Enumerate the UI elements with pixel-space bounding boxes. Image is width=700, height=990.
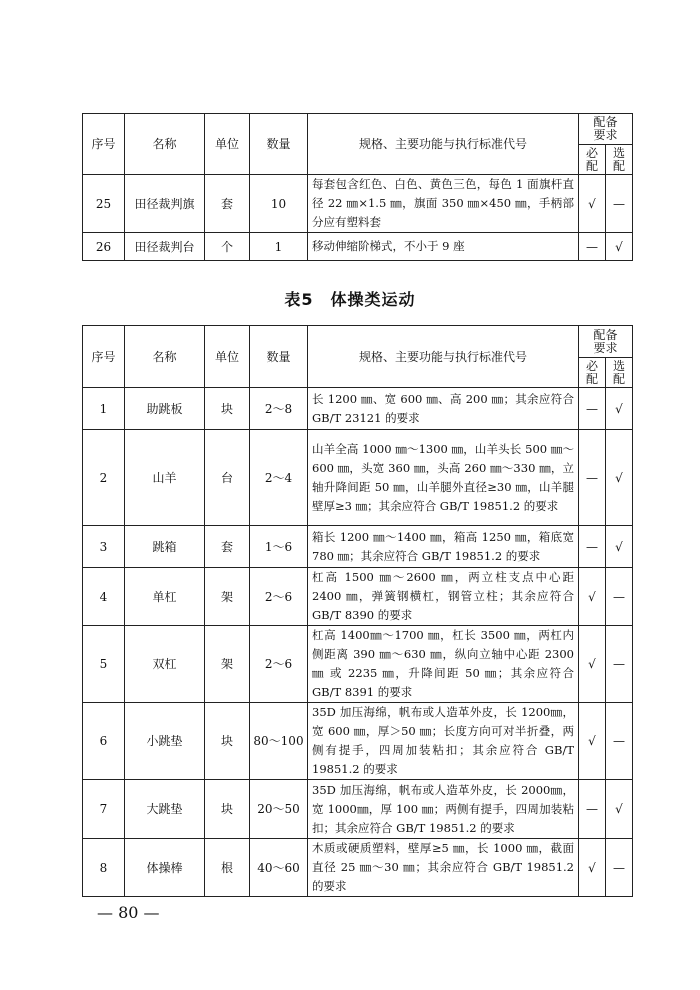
table-row [83, 233, 633, 261]
row-spec: 35D 加压海绵，帆布或人造革外皮，长 2000㎜，宽 1000㎜，厚 100 ㎜；两侧有提手，四周加装粘扣；其余应符合 GB/T 19851.2 的要求 [308, 780, 579, 839]
row-unit: 块 [205, 780, 250, 839]
row-optional: — [606, 626, 633, 703]
row-name: 田径裁判台 [125, 233, 205, 261]
row-no: 1 [83, 388, 125, 430]
row-optional: √ [606, 388, 633, 430]
row-required: √ [579, 839, 606, 897]
row-qty: 10 [250, 175, 308, 233]
row-no: 7 [83, 780, 125, 839]
row-required: √ [579, 568, 606, 626]
row-optional: √ [606, 780, 633, 839]
row-optional: √ [606, 233, 633, 261]
row-unit: 块 [205, 703, 250, 780]
row-spec: 箱长 1200 ㎜～1400 ㎜，箱高 1250 ㎜，箱底宽 780 ㎜；其余应符合 GB/T 19851.2 的要求 [308, 526, 579, 568]
table-row [83, 626, 633, 703]
row-spec: 35D 加压海绵，帆布或人造革外皮，长 1200㎜，宽 600 ㎜，厚＞50 ㎜；长度方向可对半折叠，两侧有提手，四周加装粘扣；其余应符合 GB/T 19851.2 的要求 [308, 703, 579, 780]
table-row [83, 839, 633, 897]
row-qty: 1 [250, 233, 308, 261]
header-no: 序号 [83, 326, 125, 388]
row-required: — [579, 388, 606, 430]
table-title: 表5 体操类运动 [284, 290, 416, 309]
row-spec: 杠高 1500 ㎜～2600 ㎜，两立柱支点中心距 2400 ㎜，弹簧钢横杠，钢管立柱；其余应符合 GB/T 8390 的要求 [308, 568, 579, 626]
row-unit: 个 [205, 233, 250, 261]
row-qty: 2～4 [250, 430, 308, 526]
row-name: 田径裁判旗 [125, 175, 205, 233]
row-unit: 块 [205, 388, 250, 430]
row-spec: 山羊全高 1000 ㎜～1300 ㎜，山羊头长 500 ㎜～600 ㎜，头宽 360 ㎜，头高 260 ㎜～330 ㎜，立轴升降间距 50 ㎜，山羊腿外直径≥30 ㎜，山羊腿壁厚≥3 ㎜；其余应符合 GB/T 19851.2 的要求 [308, 430, 579, 526]
row-no: 25 [83, 175, 125, 233]
row-spec: 长 1200 ㎜、宽 600 ㎜、高 200 ㎜；其余应符合 GB/T 23121 的要求 [308, 388, 579, 430]
header-spec: 规格、主要功能与执行标准代号 [308, 114, 579, 175]
row-required: — [579, 780, 606, 839]
row-unit: 根 [205, 839, 250, 897]
row-name: 大跳垫 [125, 780, 205, 839]
row-name: 双杠 [125, 626, 205, 703]
row-required: √ [579, 703, 606, 780]
row-no: 3 [83, 526, 125, 568]
header-unit: 单位 [205, 326, 250, 388]
row-name: 山羊 [125, 430, 205, 526]
row-qty: 40～60 [250, 839, 308, 897]
row-no: 26 [83, 233, 125, 261]
row-no: 2 [83, 430, 125, 526]
page-number: — 80 — [97, 903, 160, 922]
row-required: — [579, 233, 606, 261]
row-qty: 80～100 [250, 703, 308, 780]
row-no: 8 [83, 839, 125, 897]
header-no: 序号 [83, 114, 125, 175]
row-name: 助跳板 [125, 388, 205, 430]
row-name: 跳箱 [125, 526, 205, 568]
row-spec: 每套包含红色、白色、黄色三色，每色 1 面旗杆直径 22 ㎜×1.5 ㎜，旗面 350 ㎜×450 ㎜，手柄部分应有塑料套 [308, 175, 579, 233]
header-equip: 配备要求 [579, 326, 633, 358]
row-name: 小跳垫 [125, 703, 205, 780]
table-row [83, 430, 633, 526]
row-spec: 杠高 1400㎜～1700 ㎜，杠长 3500 ㎜，两杠内侧距离 390 ㎜～630 ㎜，纵向立轴中心距 2300 ㎜ 或 2235 ㎜，升降间距 50 ㎜；其余应符合 GB/T 8391 的要求 [308, 626, 579, 703]
header-required: 必配 [579, 358, 606, 388]
row-required: √ [579, 175, 606, 233]
row-optional: √ [606, 526, 633, 568]
row-optional: — [606, 703, 633, 780]
row-optional: — [606, 839, 633, 897]
header-qty: 数量 [250, 326, 308, 388]
header-required: 必配 [579, 145, 606, 175]
table-row [83, 388, 633, 430]
table-row [83, 703, 633, 780]
header-qty: 数量 [250, 114, 308, 175]
row-qty: 2～8 [250, 388, 308, 430]
header-unit: 单位 [205, 114, 250, 175]
row-spec: 木质或硬质塑料，壁厚≥5 ㎜，长 1000 ㎜，截面直径 25 ㎜～30 ㎜；其余应符合 GB/T 19851.2 的要求 [308, 839, 579, 897]
row-name: 体操棒 [125, 839, 205, 897]
header-name: 名称 [125, 326, 205, 388]
row-qty: 2～6 [250, 568, 308, 626]
row-unit: 架 [205, 568, 250, 626]
table-row [83, 175, 633, 233]
header-optional: 选配 [606, 358, 633, 388]
header-optional: 选配 [606, 145, 633, 175]
header-name: 名称 [125, 114, 205, 175]
header-spec: 规格、主要功能与执行标准代号 [308, 326, 579, 388]
row-required: √ [579, 626, 606, 703]
row-no: 5 [83, 626, 125, 703]
row-no: 6 [83, 703, 125, 780]
row-optional: — [606, 175, 633, 233]
row-required: — [579, 430, 606, 526]
gymnastics-equipment-table [82, 325, 633, 897]
table-row [83, 526, 633, 568]
row-qty: 20～50 [250, 780, 308, 839]
row-required: — [579, 526, 606, 568]
row-unit: 套 [205, 175, 250, 233]
row-unit: 套 [205, 526, 250, 568]
row-unit: 台 [205, 430, 250, 526]
table-row [83, 780, 633, 839]
row-no: 4 [83, 568, 125, 626]
table-row [83, 568, 633, 626]
row-qty: 2～6 [250, 626, 308, 703]
row-optional: — [606, 568, 633, 626]
row-unit: 架 [205, 626, 250, 703]
row-qty: 1～6 [250, 526, 308, 568]
row-optional: √ [606, 430, 633, 526]
header-equip: 配备要求 [579, 114, 633, 145]
row-spec: 移动伸缩阶梯式，不小于 9 座 [308, 233, 579, 261]
row-name: 单杠 [125, 568, 205, 626]
equipment-table-continued [82, 113, 633, 261]
